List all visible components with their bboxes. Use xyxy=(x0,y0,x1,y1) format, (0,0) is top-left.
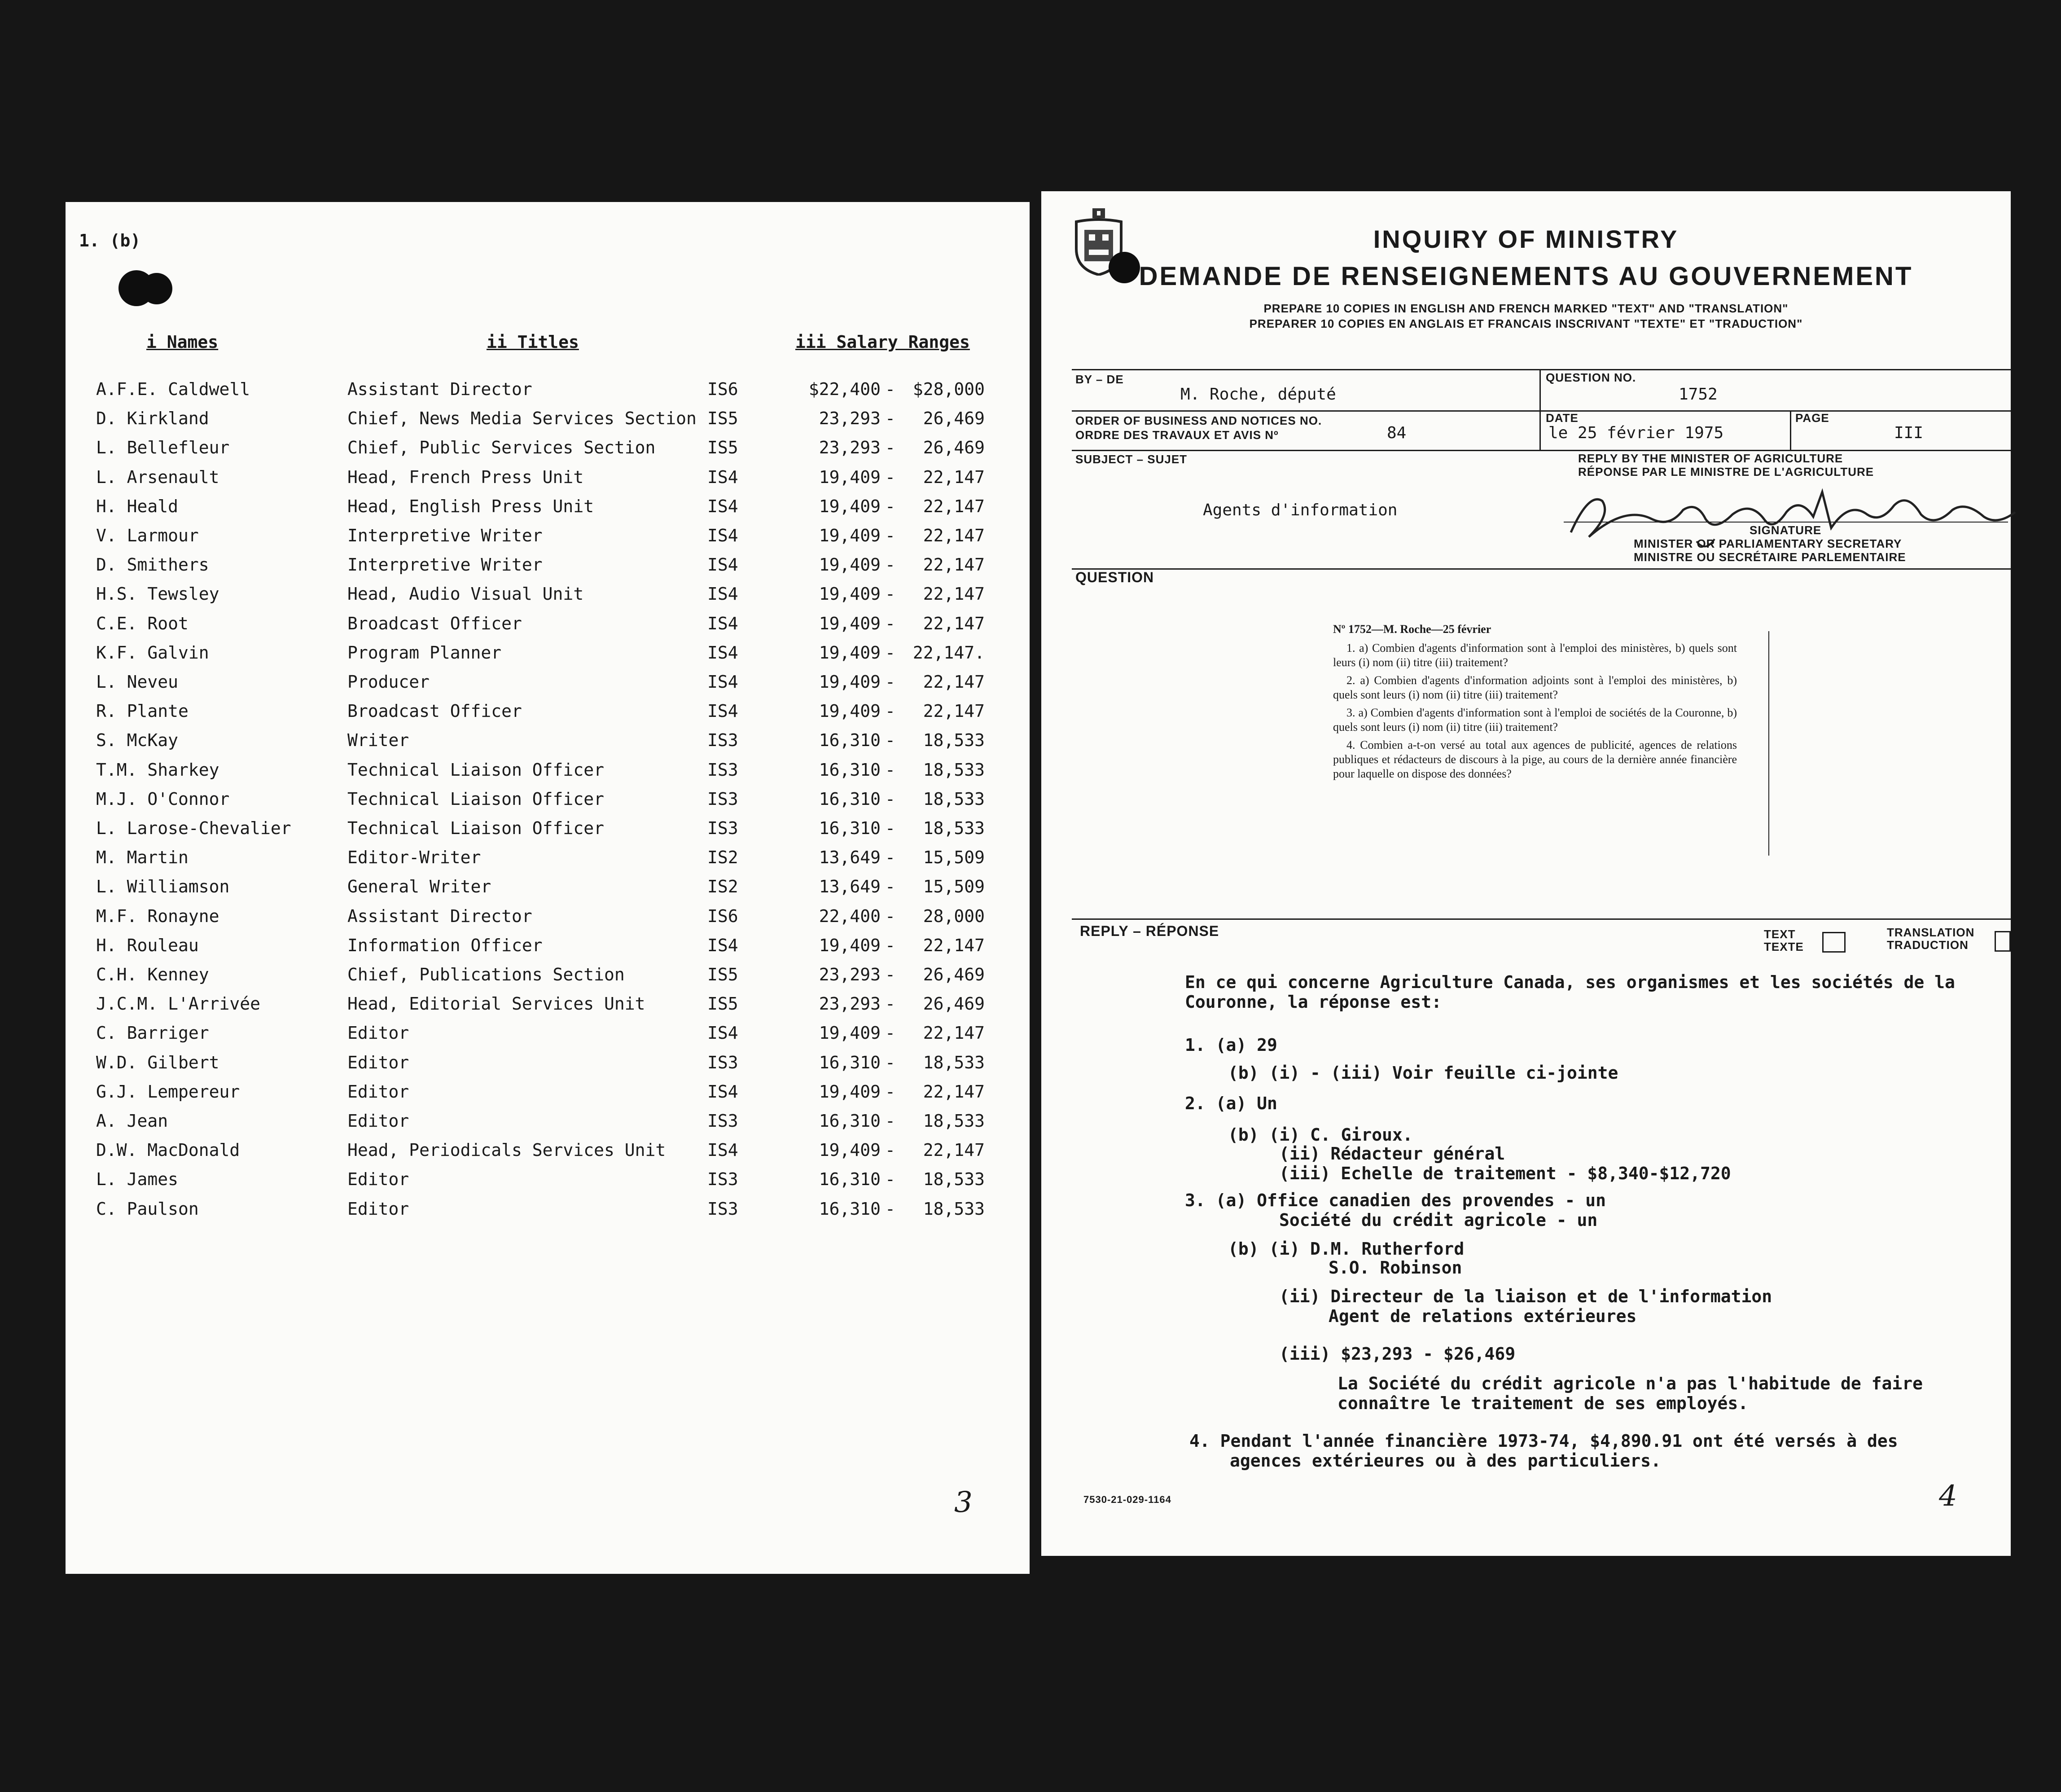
salary-max: 15,509 xyxy=(923,848,985,868)
salary-dash: - xyxy=(885,496,895,516)
salary-dash: - xyxy=(885,1023,895,1043)
salary-max: 18,533 xyxy=(923,1052,985,1072)
salary-min: 19,409 xyxy=(819,1140,881,1160)
employee-title: Chief, Public Services Section xyxy=(347,438,656,458)
form-rule xyxy=(1072,410,2011,412)
salary-dash: - xyxy=(885,467,895,487)
salary-min: 19,409 xyxy=(819,526,881,545)
employee-name: L. Larose-Chevalier xyxy=(96,818,291,838)
employee-grade: IS4 xyxy=(707,701,738,721)
employee-title: Program Planner xyxy=(347,642,502,663)
salary-max: 18,533 xyxy=(923,1199,985,1219)
salary-dash: - xyxy=(885,848,895,868)
salary-max: 22,147 xyxy=(923,467,985,487)
table-row xyxy=(66,1140,1030,1169)
employee-grade: IS2 xyxy=(707,848,738,868)
employee-name: H.S. Tewsley xyxy=(96,584,219,604)
order-label-fr: ORDRE DES TRAVAUX ET AVIS Nº xyxy=(1075,428,1279,442)
employee-name: H. Heald xyxy=(96,496,179,516)
employee-title: Broadcast Officer xyxy=(347,701,522,721)
table-row xyxy=(66,467,1030,496)
salary-min: 19,409 xyxy=(819,1023,881,1043)
salary-max: 26,469 xyxy=(923,965,985,984)
employee-grade: IS3 xyxy=(707,1052,738,1072)
employee-title: Editor xyxy=(347,1081,409,1102)
employee-grade: IS5 xyxy=(707,408,738,429)
page-number: 3 xyxy=(954,1486,973,1519)
salary-min: 16,310 xyxy=(819,818,881,838)
employee-title: Writer xyxy=(347,730,409,751)
salary-dash: - xyxy=(885,379,895,399)
employee-grade: IS4 xyxy=(707,613,738,633)
employee-name: J.C.M. L'Arrivée xyxy=(96,994,261,1014)
employee-title: Editor xyxy=(347,1169,409,1190)
titles-header: ii Titles xyxy=(487,332,579,352)
salary-min: 19,409 xyxy=(819,584,881,604)
reply-3b-2: S.O. Robinson xyxy=(1329,1258,1462,1278)
employee-title: Editor xyxy=(347,1023,409,1043)
table-row xyxy=(66,555,1030,584)
question-clipping xyxy=(1333,622,1737,785)
question-heading: Nº 1752—M. Roche—25 février xyxy=(1333,623,1491,636)
table-row xyxy=(66,496,1030,526)
employee-grade: IS3 xyxy=(707,730,738,751)
employee-name: T.M. Sharkey xyxy=(96,760,219,780)
table-row xyxy=(66,1169,1030,1199)
employee-name: V. Larmour xyxy=(96,526,199,545)
table-row xyxy=(66,1082,1030,1111)
salary-max: 26,469 xyxy=(923,994,985,1014)
salary-min: 23,293 xyxy=(819,408,881,429)
employee-name: C. Barriger xyxy=(96,1023,209,1043)
employee-grade: IS3 xyxy=(707,1111,738,1131)
employee-title: Head, Periodicals Services Unit xyxy=(347,1140,666,1160)
employee-grade: IS4 xyxy=(707,935,738,955)
reply-by-fr: RÉPONSE PAR LE MINISTRE DE L'AGRICULTURE xyxy=(1578,465,1874,479)
employee-title: Information Officer xyxy=(347,935,543,955)
salary-min: 16,310 xyxy=(819,760,881,780)
reply-label: REPLY – RÉPONSE xyxy=(1080,923,1219,939)
employee-grade: IS3 xyxy=(707,1199,738,1219)
table-row xyxy=(66,789,1030,818)
question-part-4: 4. Combien a-t-on versé au total aux agences de publicité, agences de relations publiques et rédacteurs de discours à la pige, au cours de la dernière année financière pour laquelle on dispose des données? xyxy=(1333,738,1737,780)
subject-value: Agents d'information xyxy=(1203,501,1398,519)
employee-name: M. Martin xyxy=(96,848,189,868)
salary-min: 13,649 xyxy=(819,848,881,868)
employee-name: S. McKay xyxy=(96,730,179,751)
employee-grade: IS6 xyxy=(707,906,738,926)
employee-grade: IS4 xyxy=(707,1140,738,1160)
employee-name: A. Jean xyxy=(96,1111,168,1131)
salary-max: 22,147 xyxy=(923,1140,985,1160)
salary-dash: - xyxy=(885,994,895,1014)
table-row xyxy=(66,906,1030,936)
salary-dash: - xyxy=(885,789,895,809)
employee-title: Chief, News Media Services Section xyxy=(347,408,697,429)
employee-title: Interpretive Writer xyxy=(347,555,543,575)
salary-dash: - xyxy=(885,1081,895,1102)
question-no-value: 1752 xyxy=(1679,385,1718,404)
salary-max: 18,533 xyxy=(923,1111,985,1131)
salary-dash: - xyxy=(885,730,895,751)
table-row xyxy=(66,877,1030,906)
salary-min: 19,409 xyxy=(819,555,881,575)
employee-title: Editor xyxy=(347,1111,409,1131)
question-label: QUESTION xyxy=(1075,569,1154,585)
salary-min: 16,310 xyxy=(819,1111,881,1131)
employee-title: Head, French Press Unit xyxy=(347,467,584,487)
salary-dash: - xyxy=(885,877,895,897)
left-page xyxy=(66,202,1030,1574)
table-row xyxy=(66,1053,1030,1082)
salary-max: $28,000 xyxy=(912,379,985,399)
instructions-en: PREPARE 10 COPIES IN ENGLISH AND FRENCH MARKED "TEXT" AND "TRANSLATION" xyxy=(1263,302,1789,315)
employee-title: Head, English Press Unit xyxy=(347,496,594,516)
salary-dash: - xyxy=(885,1199,895,1219)
text-checkbox[interactable] xyxy=(1822,932,1846,953)
page-label: PAGE xyxy=(1795,411,1829,425)
table-row xyxy=(66,701,1030,730)
employee-grade: IS3 xyxy=(707,760,738,780)
employee-title: Editor xyxy=(347,1199,409,1219)
employee-grade: IS4 xyxy=(707,672,738,692)
employee-name: L. Arsenault xyxy=(96,467,219,487)
salary-dash: - xyxy=(885,1111,895,1131)
table-row xyxy=(66,408,1030,438)
salary-max: 22,147 xyxy=(923,584,985,604)
employee-grade: IS5 xyxy=(707,965,738,984)
employee-name: M.F. Ronayne xyxy=(96,906,219,926)
reply-4-2: agences extérieures ou à des particuliers. xyxy=(1230,1451,1661,1471)
salary-min: 19,409 xyxy=(819,496,881,516)
text-label-en: TEXT xyxy=(1764,927,1796,941)
salary-max: 28,000 xyxy=(923,906,985,926)
reply-2b-3: (iii) Echelle de traitement - $8,340-$12,720 xyxy=(1279,1164,1731,1183)
salary-min: 23,293 xyxy=(819,994,881,1014)
form-title-fr: DEMANDE DE RENSEIGNEMENTS AU GOUVERNEMENT xyxy=(1139,262,1913,291)
table-row xyxy=(66,1111,1030,1140)
form-rule xyxy=(1539,369,1541,450)
salary-min: 16,310 xyxy=(819,730,881,751)
instructions-fr: PREPARER 10 COPIES EN ANGLAIS ET FRANCAIS INSCRIVANT "TEXTE" ET "TRADUCTION" xyxy=(1249,317,1803,330)
translation-label-fr: TRADUCTION xyxy=(1887,938,1969,952)
employee-name: L. James xyxy=(96,1169,179,1190)
employee-grade: IS6 xyxy=(707,379,738,399)
reply-2b-2: (ii) Rédacteur général xyxy=(1279,1144,1505,1164)
form-code: 7530-21-029-1164 xyxy=(1083,1494,1171,1505)
punch-hole xyxy=(141,273,172,304)
reply-3b-4: Agent de relations extérieures xyxy=(1329,1306,1637,1326)
employee-name: C. Paulson xyxy=(96,1199,199,1219)
salary-dash: - xyxy=(885,1052,895,1072)
reply-1b: (b) (i) - (iii) Voir feuille ci-jointe xyxy=(1228,1063,1618,1083)
form-rule xyxy=(1072,450,2011,451)
salary-dash: - xyxy=(885,555,895,575)
employee-title: Editor-Writer xyxy=(347,848,481,868)
employee-title: Technical Liaison Officer xyxy=(347,789,604,809)
reply-3b-5: (iii) $23,293 - $26,469 xyxy=(1279,1344,1516,1364)
table-row xyxy=(66,379,1030,408)
employee-name: C.E. Root xyxy=(96,613,189,633)
reply-4-1: 4. Pendant l'année financière 1973-74, $4,890.91 ont été versés à des xyxy=(1189,1431,1898,1451)
reply-3b-7: connaître le traitement de ses employés. xyxy=(1337,1393,1749,1413)
salary-min: $22,400 xyxy=(808,379,881,399)
salary-max: 22,147 xyxy=(923,555,985,575)
salary-min: 19,409 xyxy=(819,701,881,721)
employee-name: D.W. MacDonald xyxy=(96,1140,240,1160)
salary-min: 16,310 xyxy=(819,1199,881,1219)
clipping-edge xyxy=(1768,631,1769,856)
employee-grade: IS4 xyxy=(707,1081,738,1102)
reply-3a-2: Société du crédit agricole - un xyxy=(1279,1210,1598,1230)
employee-grade: IS2 xyxy=(707,877,738,897)
salary-min: 19,409 xyxy=(819,1081,881,1102)
order-value: 84 xyxy=(1387,424,1407,442)
employee-name: K.F. Galvin xyxy=(96,642,209,663)
table-row xyxy=(66,730,1030,760)
salary-max: 18,533 xyxy=(923,818,985,838)
table-row xyxy=(66,1023,1030,1052)
right-page xyxy=(1041,191,2011,1556)
employee-title: Broadcast Officer xyxy=(347,613,522,633)
salary-dash: - xyxy=(885,965,895,984)
employee-name: L. Bellefleur xyxy=(96,438,230,458)
salary-min: 19,409 xyxy=(819,935,881,955)
salary-dash: - xyxy=(885,906,895,926)
salary-dash: - xyxy=(885,701,895,721)
by-value: M. Roche, député xyxy=(1180,385,1336,404)
employee-name: D. Smithers xyxy=(96,555,209,575)
salary-dash: - xyxy=(885,613,895,633)
table-row xyxy=(66,614,1030,643)
table-row xyxy=(66,1199,1030,1228)
salary-max: 22,147 xyxy=(923,1081,985,1102)
salary-dash: - xyxy=(885,408,895,429)
salary-dash: - xyxy=(885,1140,895,1160)
employee-name: C.H. Kenney xyxy=(96,965,209,984)
table-row xyxy=(66,818,1030,848)
salary-min: 13,649 xyxy=(819,877,881,897)
table-row xyxy=(66,672,1030,701)
salary-dash: - xyxy=(885,1169,895,1190)
salary-max: 18,533 xyxy=(923,789,985,809)
reply-by-en: REPLY BY THE MINISTER OF AGRICULTURE xyxy=(1578,452,1843,465)
employee-name: W.D. Gilbert xyxy=(96,1052,219,1072)
date-value: le 25 février 1975 xyxy=(1548,424,1724,442)
employee-name: M.J. O'Connor xyxy=(96,789,230,809)
page-number: 4 xyxy=(1939,1480,1957,1513)
by-label: BY – DE xyxy=(1075,373,1124,386)
form-rule xyxy=(1072,369,2011,370)
employee-grade: IS4 xyxy=(707,642,738,663)
date-label: DATE xyxy=(1546,411,1579,425)
employee-name: H. Rouleau xyxy=(96,935,199,955)
table-row xyxy=(66,526,1030,555)
employee-name: A.F.E. Caldwell xyxy=(96,379,250,399)
employee-name: L. Neveu xyxy=(96,672,179,692)
table-row xyxy=(66,643,1030,672)
employee-grade: IS4 xyxy=(707,467,738,487)
salary-dash: - xyxy=(885,438,895,458)
employee-title: General Writer xyxy=(347,877,491,897)
employee-grade: IS5 xyxy=(707,438,738,458)
salary-min: 19,409 xyxy=(819,613,881,633)
table-row xyxy=(66,994,1030,1023)
reply-intro-2: Couronne, la réponse est: xyxy=(1185,992,1442,1012)
salary-dash: - xyxy=(885,584,895,604)
reply-3b-6: La Société du crédit agricole n'a pas l'habitude de faire xyxy=(1337,1374,1923,1393)
employee-grade: IS5 xyxy=(707,994,738,1014)
employee-title: Assistant Director xyxy=(347,379,532,399)
salary-min: 19,409 xyxy=(819,642,881,663)
salary-max: 22,147 xyxy=(923,613,985,633)
employee-title: Chief, Publications Section xyxy=(347,965,625,984)
question-no-label: QUESTION NO. xyxy=(1546,371,1636,384)
salary-dash: - xyxy=(885,526,895,545)
salary-max: 26,469 xyxy=(923,408,985,429)
employee-title: Head, Audio Visual Unit xyxy=(347,584,584,604)
salary-max: 15,509 xyxy=(923,877,985,897)
employee-title: Technical Liaison Officer xyxy=(347,760,604,780)
question-part-2: 2. a) Combien d'agents d'information adjoints sont à l'emploi des ministères, b) quels sont leurs (i) nom (ii) titre (iii) traitement? xyxy=(1333,674,1737,701)
salary-max: 22,147 xyxy=(923,1023,985,1043)
salary-min: 16,310 xyxy=(819,1052,881,1072)
form-rule xyxy=(1790,410,1791,450)
reply-1a: 1. (a) 29 xyxy=(1185,1035,1277,1055)
employee-title: Editor xyxy=(347,1052,409,1072)
salary-min: 22,400 xyxy=(819,906,881,926)
reply-2b-1: (b) (i) C. Giroux. xyxy=(1228,1125,1413,1145)
salary-dash: - xyxy=(885,818,895,838)
salary-min: 19,409 xyxy=(819,467,881,487)
reply-3a-1: 3. (a) Office canadien des provendes - un xyxy=(1185,1190,1606,1210)
salary-max: 18,533 xyxy=(923,760,985,780)
salary-min: 19,409 xyxy=(819,672,881,692)
salary-max: 18,533 xyxy=(923,730,985,751)
employee-grade: IS4 xyxy=(707,584,738,604)
employee-name: D. Kirkland xyxy=(96,408,209,429)
order-label-en: ORDER OF BUSINESS AND NOTICES NO. xyxy=(1075,414,1322,427)
question-part-1: 1. a) Combien d'agents d'information sont à l'emploi des ministères, b) quels sont leurs (i) nom (ii) titre (iii) traitement? xyxy=(1333,641,1737,669)
table-row xyxy=(66,965,1030,994)
table-row xyxy=(66,584,1030,613)
signature-label: SIGNATURE xyxy=(1750,523,1822,537)
form-title-en: INQUIRY OF MINISTRY xyxy=(1373,225,1679,253)
salary-min: 16,310 xyxy=(819,1169,881,1190)
salary-max: 22,147 xyxy=(923,496,985,516)
minister-title-fr: MINISTRE OU SECRÉTAIRE PARLEMENTAIRE xyxy=(1634,550,1906,564)
salary-min: 16,310 xyxy=(819,789,881,809)
reply-3b-3: (ii) Directeur de la liaison et de l'information xyxy=(1279,1287,1772,1306)
employee-grade: IS4 xyxy=(707,1023,738,1043)
employee-title: Interpretive Writer xyxy=(347,526,543,545)
salary-header: iii Salary Ranges xyxy=(795,332,970,352)
page-value: III xyxy=(1894,424,1924,442)
salary-max: 22,147 xyxy=(923,672,985,692)
text-label-fr: TEXTE xyxy=(1764,940,1804,953)
employee-title: Assistant Director xyxy=(347,906,532,926)
salary-min: 23,293 xyxy=(819,438,881,458)
salary-max: 22,147. xyxy=(912,642,985,663)
translation-checkbox[interactable] xyxy=(1995,931,2011,952)
section-reference: 1. (b) xyxy=(79,231,141,250)
reply-3b-1: (b) (i) D.M. Rutherford xyxy=(1228,1239,1465,1259)
employee-grade: IS4 xyxy=(707,555,738,575)
table-row xyxy=(66,760,1030,789)
employee-grade: IS3 xyxy=(707,818,738,838)
salary-max: 26,469 xyxy=(923,438,985,458)
salary-dash: - xyxy=(885,935,895,955)
employee-name: R. Plante xyxy=(96,701,189,721)
employee-title: Head, Editorial Services Unit xyxy=(347,994,645,1014)
employee-grade: IS3 xyxy=(707,1169,738,1190)
form-rule xyxy=(1072,568,2011,570)
minister-title-en: MINISTER OR PARLIAMENTARY SECRETARY xyxy=(1634,537,1902,550)
employee-title: Producer xyxy=(347,672,430,692)
employee-grade: IS3 xyxy=(707,789,738,809)
reply-2a: 2. (a) Un xyxy=(1185,1094,1277,1113)
employee-grade: IS4 xyxy=(707,496,738,516)
reply-intro-1: En ce qui concerne Agriculture Canada, ses organismes et les sociétés de la xyxy=(1185,972,1955,992)
salary-max: 18,533 xyxy=(923,1169,985,1190)
subject-label: SUBJECT – SUJET xyxy=(1075,452,1188,466)
form-rule xyxy=(1072,918,2011,920)
salary-max: 22,147 xyxy=(923,935,985,955)
salary-max: 22,147 xyxy=(923,701,985,721)
employee-name: G.J. Lempereur xyxy=(96,1081,240,1102)
salary-dash: - xyxy=(885,760,895,780)
translation-label-en: TRANSLATION xyxy=(1887,926,1975,939)
table-row xyxy=(66,848,1030,877)
salary-min: 23,293 xyxy=(819,965,881,984)
table-row xyxy=(66,936,1030,965)
employee-title: Technical Liaison Officer xyxy=(347,818,604,838)
names-header: i Names xyxy=(146,332,219,352)
table-row xyxy=(66,438,1030,467)
employee-grade: IS4 xyxy=(707,526,738,545)
salary-dash: - xyxy=(885,642,895,663)
employee-name: L. Williamson xyxy=(96,877,230,897)
salary-max: 22,147 xyxy=(923,526,985,545)
salary-dash: - xyxy=(885,672,895,692)
question-part-3: 3. a) Combien d'agents d'information sont à l'emploi de sociétés de la Couronne, b) quels sont leurs (i) nom (ii) titre (iii) traitement? xyxy=(1333,706,1737,733)
